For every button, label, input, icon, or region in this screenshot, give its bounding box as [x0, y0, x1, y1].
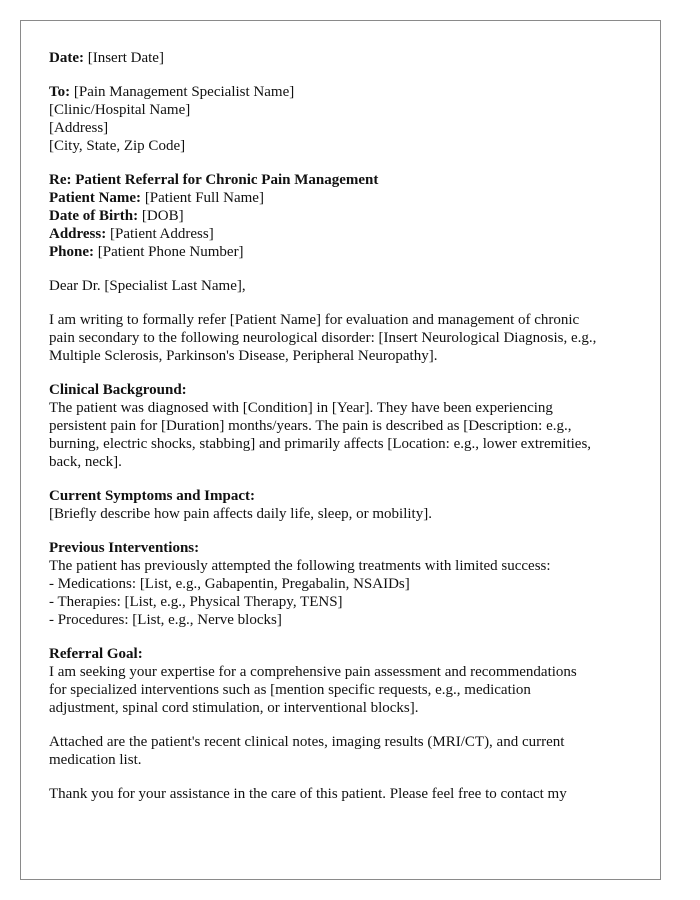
intro-paragraph — [49, 311, 649, 365]
patient-name-value: [Patient Full Name] — [141, 190, 264, 206]
referral-goal-section — [49, 645, 649, 717]
attachments-line: Attached are the patient's recent clinical notes, imaging results (MRI/CT), and current — [49, 734, 565, 750]
recipient-address: [Address] — [49, 120, 109, 136]
attachments-line: medication list. — [49, 752, 142, 768]
section-heading: Referral Goal: — [49, 646, 143, 662]
salutation: Dear Dr. [Specialist Last Name], — [49, 278, 246, 294]
date-label: Date: — [49, 50, 84, 66]
intro-line: I am writing to formally refer [Patient Name] for evaluation and management of chronic — [49, 312, 580, 328]
current-symptoms-section — [49, 487, 649, 523]
previous-interventions-section — [49, 539, 649, 629]
section-line: for specialized interventions such as [mention specific requests, e.g., medication — [49, 682, 531, 698]
closing-line: Thank you for your assistance in the care of this patient. Please feel free to contact my — [49, 786, 567, 802]
patient-address-value: [Patient Address] — [106, 226, 214, 242]
patient-address-label: Address: — [49, 226, 107, 242]
phone-value: [Patient Phone Number] — [94, 244, 244, 260]
section-line: burning, electric shocks, stabbing] and primarily affects [Location: e.g., lower extremities, — [49, 436, 592, 452]
section-heading: Current Symptoms and Impact: — [49, 488, 255, 504]
list-item: - Procedures: [List, e.g., Nerve blocks] — [49, 612, 282, 628]
dob-line — [49, 207, 649, 225]
section-line: I am seeking your expertise for a comprehensive pain assessment and recommendations — [49, 664, 577, 680]
date-value: [Insert Date] — [83, 50, 164, 66]
intro-line: pain secondary to the following neurological disorder: [Insert Neurological Diagnosis, e.g., — [49, 330, 597, 346]
closing-paragraph — [49, 785, 649, 803]
phone-label: Phone: — [49, 244, 94, 260]
referral-letter — [49, 49, 649, 819]
recipient-city-state-zip: [City, State, Zip Code] — [49, 138, 186, 154]
section-heading: Clinical Background: — [49, 382, 187, 398]
section-line: [Briefly describe how pain affects daily life, sleep, or mobility]. — [49, 506, 432, 522]
recipient-name: [Pain Management Specialist Name] — [70, 84, 295, 100]
section-line: adjustment, spinal cord stimulation, or interventional blocks]. — [49, 700, 419, 716]
patient-name-line — [49, 189, 649, 207]
salutation-block — [49, 277, 649, 295]
clinical-background-section — [49, 381, 649, 471]
subject-line: Re: Patient Referral for Chronic Pain Management — [49, 172, 379, 188]
recipient-clinic: [Clinic/Hospital Name] — [49, 102, 191, 118]
section-line: persistent pain for [Duration] months/years. The pain is described as [Description: e.g., — [49, 418, 572, 434]
dob-label: Date of Birth: — [49, 208, 139, 224]
phone-line — [49, 243, 649, 261]
section-line: back, neck]. — [49, 454, 122, 470]
letter-page — [20, 20, 661, 880]
intro-line: Multiple Sclerosis, Parkinson's Disease, Peripheral Neuropathy]. — [49, 348, 438, 364]
patient-name-label: Patient Name: — [49, 190, 142, 206]
recipient-name-line — [49, 83, 649, 101]
section-line: The patient has previously attempted the following treatments with limited success: — [49, 558, 551, 574]
reference-block — [49, 171, 649, 261]
date-block — [49, 49, 649, 67]
recipient-block — [49, 83, 649, 155]
date-line — [49, 49, 649, 67]
dob-value: [DOB] — [138, 208, 184, 224]
attachments-paragraph — [49, 733, 649, 769]
section-heading: Previous Interventions: — [49, 540, 200, 556]
list-item: - Medications: [List, e.g., Gabapentin, Pregabalin, NSAIDs] — [49, 576, 410, 592]
list-item: - Therapies: [List, e.g., Physical Therapy, TENS] — [49, 594, 343, 610]
patient-address-line — [49, 225, 649, 243]
section-line: The patient was diagnosed with [Condition] in [Year]. They have been experiencing — [49, 400, 553, 416]
to-label: To: — [49, 84, 71, 100]
